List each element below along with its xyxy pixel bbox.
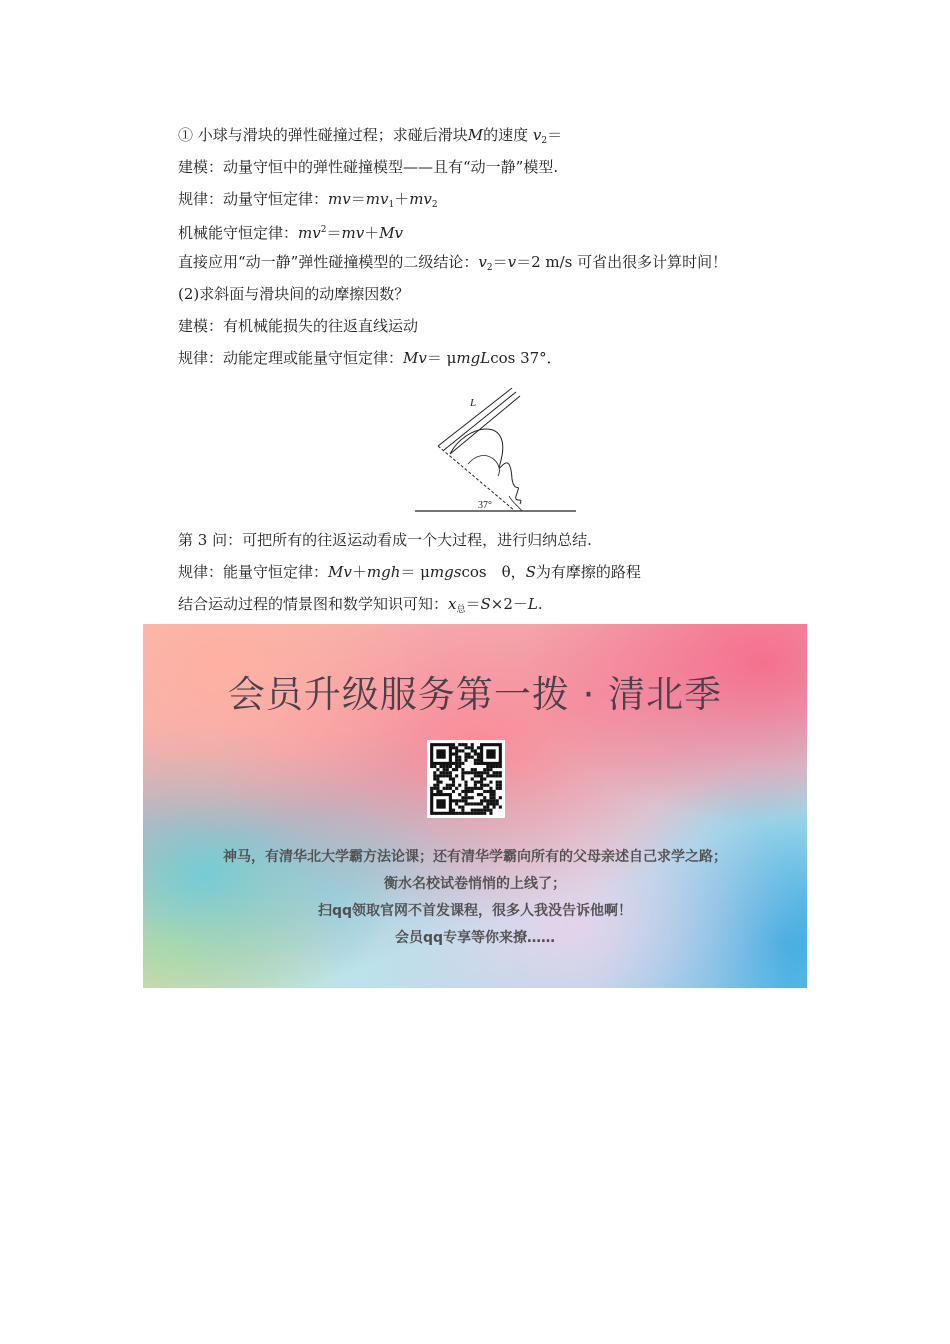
- text-line-6: (2)求斜面与滑块间的动摩擦因数？: [178, 285, 410, 303]
- text-line-4: 机械能守恒定律：$mv^2=mv+Mv$: [178, 224, 404, 242]
- label-L: L: [470, 397, 477, 409]
- text-line-10: 规律：能量守恒定律：Mv＋mgh＝ μmgscos θ，S为有摩擦的路程: [178, 563, 641, 581]
- banner-line-4: 会员qq专享等你来撩……: [394, 930, 556, 946]
- label-angle: 37°: [478, 500, 492, 511]
- text-line-2: 建模：动量守恒中的弹性碰撞模型——且有“动一静”模型.: [178, 158, 559, 176]
- incline-diagram: [410, 384, 580, 514]
- text-line-7: 建模：有机械能损失的往返直线运动: [178, 317, 419, 335]
- text-line-1: ① 小球与滑块的弹性碰撞过程；求碰后滑块M的速度 $v_2=$: [178, 126, 563, 146]
- banner-line-1: 神马，有清华北大学霸方法论课；还有清华学霸向所有的父母亲述自己求学之路；: [223, 849, 727, 865]
- bounce-path: [450, 429, 521, 504]
- text-line-9: 第 3 问：可把所有的往返运动看成一个大过程，进行归纳总结.: [178, 531, 592, 549]
- qr-code-icon[interactable]: [427, 740, 505, 818]
- banner-title: 会员升级服务第一拨 · 清北季: [227, 673, 723, 716]
- text-line-5: 直接应用“动一静”弹性碰撞模型的二级结论：$v_2=v=2$ m/s 可省出很多计算时间！: [178, 253, 728, 273]
- text-line-8: 规律：动能定理或能量守恒定律：Mv＝ μmgLcos 37°．: [178, 349, 562, 367]
- promo-banner[interactable]: [143, 624, 807, 988]
- text-line-3: 规律：动量守恒定律：$mv=mv_1+mv_2$: [178, 190, 438, 210]
- text-line-11: 结合运动过程的情景图和数学知识可知：$x_总=S\times 2-L$.: [178, 595, 543, 615]
- banner-line-2: 衡水名校试卷悄悄的上线了；: [384, 876, 566, 892]
- incline-line: [438, 446, 515, 511]
- banner-line-3: 扫qq领取官网不首发课程，很多人我没告诉他啊！: [317, 903, 633, 919]
